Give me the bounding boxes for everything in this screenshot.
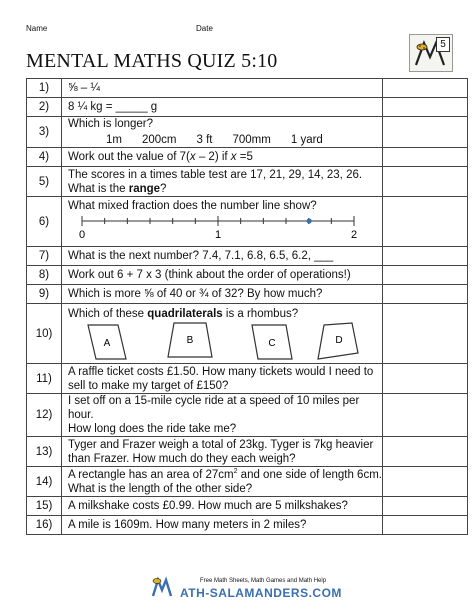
answer-cell[interactable]	[383, 467, 468, 497]
question-text: A milkshake costs £0.99. How much are 5 milkshakes?	[62, 497, 383, 516]
question-text-line2: sell to make my target of £150?	[68, 379, 229, 392]
answer-cell[interactable]	[383, 266, 468, 285]
question-text: Which is more ⅝ of 40 or ¾ of 32? By how much?	[62, 285, 383, 304]
question-text-line2: than Frazer. How much do they each weigh?	[68, 452, 296, 465]
question-number: 15)	[27, 497, 62, 516]
number-line	[68, 213, 368, 241]
measure-list	[68, 133, 382, 147]
answer-cell[interactable]	[383, 247, 468, 266]
question-cell	[62, 437, 383, 467]
answer-cell[interactable]	[383, 197, 468, 247]
shape-label: C	[268, 337, 276, 349]
question-row	[27, 79, 468, 98]
superscript: 2	[233, 467, 238, 475]
question-row	[27, 304, 468, 364]
question-row	[27, 197, 468, 247]
question-number: 9)	[27, 285, 62, 304]
question-number: 2)	[27, 98, 62, 117]
question-row	[27, 516, 468, 535]
question-cell	[62, 467, 383, 497]
question-text: ?	[160, 182, 167, 195]
question-row	[27, 437, 468, 467]
keyword-quadrilaterals: quadrilaterals	[147, 307, 223, 320]
keyword-range: range	[128, 182, 161, 195]
question-text: =5	[236, 151, 253, 164]
question-cell	[62, 364, 383, 394]
question-text-line2: What is the length of the other side?	[68, 482, 253, 495]
number-line-point	[307, 218, 312, 223]
question-row	[27, 285, 468, 304]
question-number: 14)	[27, 467, 62, 497]
logo-number: 5	[436, 37, 450, 52]
question-text: 8 ¼ kg = _____ g	[62, 98, 383, 117]
shape-label: B	[186, 334, 194, 346]
question-text: What is the next number? 7.4, 7.1, 6.8, 6.5, 6.2, ___	[62, 247, 383, 266]
number-line-label: 2	[350, 228, 358, 241]
answer-cell[interactable]	[383, 167, 468, 197]
question-text: Work out the value of 7(	[68, 151, 190, 164]
question-cell	[62, 167, 383, 197]
shape-choices	[68, 321, 368, 361]
question-number: 1)	[27, 79, 62, 98]
question-text	[68, 307, 382, 321]
question-number: 13)	[27, 437, 62, 467]
answer-cell[interactable]	[383, 285, 468, 304]
question-text-line2	[68, 182, 382, 196]
answer-cell[interactable]	[383, 148, 468, 167]
question-row	[27, 364, 468, 394]
number-line-label: 0	[78, 228, 86, 241]
answer-cell[interactable]	[383, 98, 468, 117]
question-number: 11)	[27, 364, 62, 394]
question-number: 8)	[27, 266, 62, 285]
measure-option: 1m	[106, 134, 122, 147]
question-number: 12)	[27, 394, 62, 437]
question-text: Which of these	[68, 307, 148, 320]
question-row	[27, 148, 468, 167]
question-number: 16)	[27, 516, 62, 535]
question-text: Tyger and Frazer weigh a total of 23kg. Tyger is 7kg heavier	[68, 438, 374, 451]
question-number: 5)	[27, 167, 62, 197]
question-cell	[62, 148, 383, 167]
question-text: A rectangle has an area of 27cm	[68, 468, 234, 481]
date-label: Date	[196, 24, 213, 33]
question-row	[27, 98, 468, 117]
question-row	[27, 167, 468, 197]
question-row	[27, 117, 468, 148]
shape-label: A	[103, 337, 111, 349]
question-text	[68, 468, 382, 482]
shape-label: D	[335, 334, 343, 346]
quiz-table	[26, 78, 468, 535]
question-text: – 2) if	[195, 151, 231, 164]
question-row	[27, 266, 468, 285]
question-number: 3)	[27, 117, 62, 148]
question-cell	[62, 304, 383, 364]
question-text: The scores in a times table test are 17, 21, 29, 14, 23, 26.	[68, 168, 363, 181]
question-text: A raffle ticket costs £1.50. How many tickets would I need to	[68, 365, 374, 378]
answer-cell[interactable]	[383, 79, 468, 98]
footer-brand: ATH-SALAMANDERS.COM	[180, 586, 342, 600]
question-text-line2: How long does the ride take me?	[68, 423, 237, 436]
measure-option: 700mm	[232, 134, 271, 147]
question-text: I set off on a 15-mile cycle ride at a speed of 10 miles per hour.	[68, 395, 360, 422]
question-text: and one side of length 6cm.	[237, 468, 382, 481]
answer-cell[interactable]	[383, 394, 468, 437]
question-text: Which is longer?	[68, 118, 154, 130]
question-row	[27, 467, 468, 497]
answer-cell[interactable]	[383, 437, 468, 467]
salamander-footer-icon	[150, 574, 174, 600]
measure-option: 1 yard	[290, 134, 323, 147]
footer-tagline: Free Math Sheets, Math Games and Math Help	[200, 578, 327, 584]
question-number: 10)	[27, 304, 62, 364]
question-number: 7)	[27, 247, 62, 266]
question-row	[27, 394, 468, 437]
answer-cell[interactable]	[383, 364, 468, 394]
question-text: ⅝ – ¼	[62, 79, 383, 98]
question-cell	[62, 197, 383, 247]
answer-cell[interactable]	[383, 304, 468, 364]
question-text: A mile is 1609m. How many meters in 2 miles?	[62, 516, 383, 535]
variable-x: x	[189, 151, 196, 164]
page-title: MENTAL MATHS QUIZ 5:10	[26, 50, 278, 72]
answer-cell[interactable]	[383, 497, 468, 516]
question-cell	[62, 117, 383, 148]
question-number: 6)	[27, 197, 62, 247]
question-row	[27, 497, 468, 516]
number-line-label: 1	[214, 228, 222, 241]
measure-option: 200cm	[141, 134, 177, 147]
question-text: What mixed fraction does the number line show?	[68, 199, 317, 212]
name-label: Name	[26, 24, 48, 33]
question-cell	[62, 394, 383, 437]
answer-cell[interactable]	[383, 516, 468, 535]
answer-cell[interactable]	[383, 117, 468, 148]
variable-x: x	[230, 151, 237, 164]
question-text: Work out 6 + 7 x 3 (think about the order of operations!)	[62, 266, 383, 285]
question-row	[27, 247, 468, 266]
question-text: is a rhombus?	[222, 307, 299, 320]
measure-option: 3 ft	[196, 134, 213, 147]
question-text: What is the	[68, 182, 129, 195]
question-number: 4)	[27, 148, 62, 167]
